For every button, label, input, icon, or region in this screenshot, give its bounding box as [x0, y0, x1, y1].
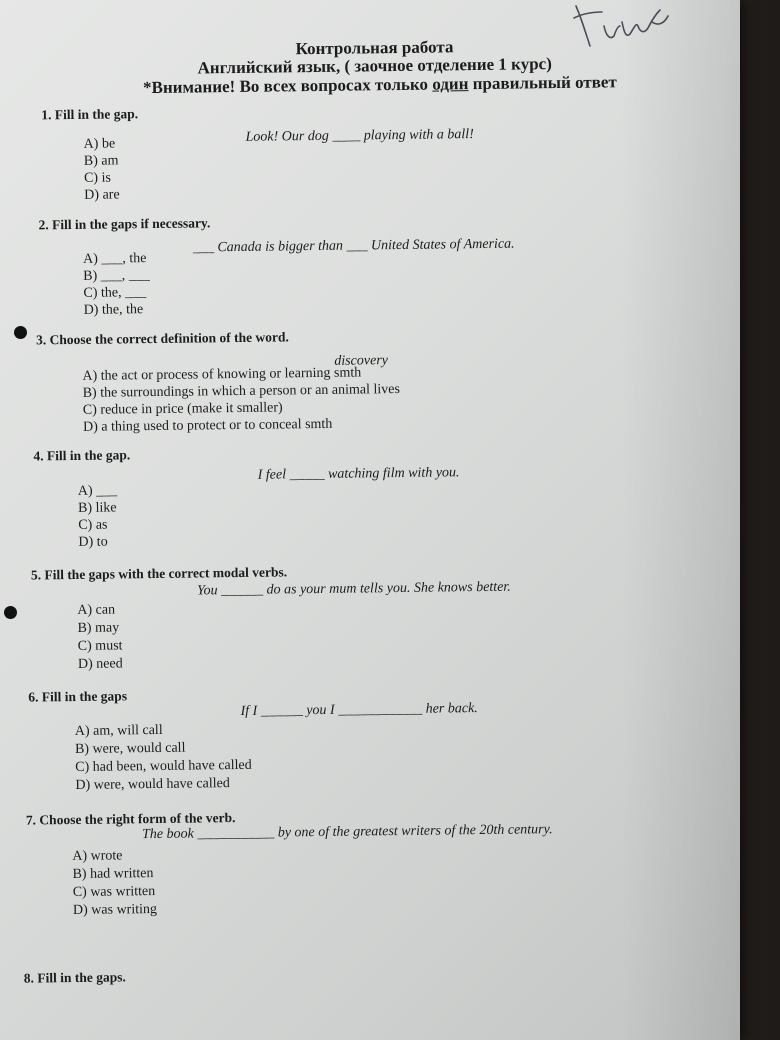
question-1-option-a: A) be — [83, 136, 116, 152]
question-2-option-a: A) ___, the — [82, 251, 147, 267]
question-8-prompt: 8. Fill in the gaps. — [23, 969, 126, 986]
question-2-option-b: B) ___, ___ — [83, 268, 150, 284]
question-5-option-c: C) must — [77, 638, 123, 654]
question-6-prompt: 6. Fill in the gaps — [28, 688, 128, 705]
question-7-prompt: 7. Choose the right form of the verb. — [25, 810, 236, 828]
question-2-sentence: ___ Canada is bigger than ___ United States of America. — [192, 236, 515, 256]
question-3-prompt: 3. Choose the correct definition of the word. — [35, 329, 289, 348]
question-4-option-c: C) as — [78, 517, 108, 533]
question-1-sentence: Look! Our dog ____ playing with a ball! — [245, 127, 474, 145]
question-5-prompt: 5. Fill the gaps with the correct modal verbs. — [30, 564, 288, 583]
notice-suffix: правильный ответ — [468, 72, 617, 94]
question-4-prompt: 4. Fill in the gap. — [33, 447, 131, 464]
question-6-option-b: B) were, would call — [74, 740, 186, 757]
handwritten-signature — [568, 0, 678, 60]
question-2-prompt: 2. Fill in the gaps if necessary. — [38, 215, 211, 233]
question-1-option-c: C) is — [83, 170, 111, 186]
notice-prefix: *Внимание! Во всех вопросах только — [142, 74, 433, 98]
notice-emphasis: один — [432, 74, 469, 94]
question-1-prompt: 1. Fill in the gap. — [41, 106, 139, 123]
question-6-option-a: A) am, will call — [74, 722, 163, 739]
question-5-option-b: B) may — [77, 620, 120, 636]
question-2-option-c: C) the, ___ — [83, 285, 147, 301]
page-subtitle: Английский язык, ( заочное отделение 1 курс) — [197, 54, 552, 78]
question-5-option-a: A) can — [77, 602, 116, 618]
question-4-sentence: I feel _____ watching film with you. — [257, 465, 460, 483]
question-3-option-d: D) a thing used to protect or to conceal smth — [82, 416, 333, 435]
page-title: Контрольная работа — [295, 37, 454, 59]
question-7-option-a: A) wrote — [72, 848, 123, 865]
question-6-option-d: D) were, would have called — [75, 776, 230, 793]
question-3-option-b: B) the surroundings in which a person or an animal lives — [82, 381, 401, 401]
question-2-option-d: D) the, the — [83, 302, 144, 318]
question-4-option-a: A) ___ — [77, 483, 118, 499]
question-4-option-d: D) to — [78, 534, 108, 550]
question-4-option-b: B) like — [77, 500, 117, 516]
question-5-sentence: You ______ do as your mum tells you. She knows better. — [197, 579, 511, 599]
question-3-option-c: C) reduce in price (make it smaller) — [82, 400, 283, 418]
question-6-sentence: If I ______ you I ____________ her back. — [240, 701, 478, 719]
question-7-sentence: The book ___________ by one of the greatest writers of the 20th century. — [141, 822, 553, 843]
question-6-option-c: C) had been, would have called — [75, 757, 252, 775]
question-7-option-c: C) was written — [72, 884, 156, 901]
question-3-sentence: discovery — [334, 353, 389, 369]
question-3-option-a: A) the act or process of knowing or learning smth — [82, 365, 362, 384]
question-1-option-d: D) are — [84, 187, 120, 203]
punch-hole-bottom — [4, 606, 17, 619]
question-5-option-d: D) need — [77, 656, 123, 672]
punch-hole-top — [14, 326, 27, 339]
question-1-option-b: B) am — [83, 153, 119, 169]
question-7-option-b: B) had written — [72, 866, 154, 883]
question-7-option-d: D) was writing — [72, 902, 158, 919]
